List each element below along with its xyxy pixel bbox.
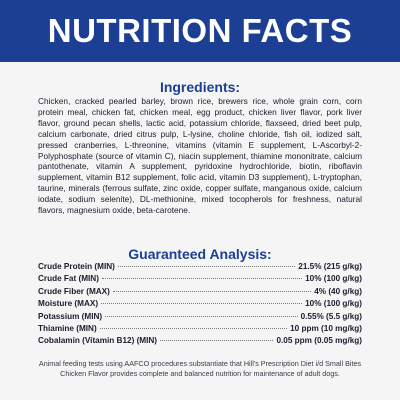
dotted-leader: [160, 340, 273, 341]
analysis-row-crude-fiber: [38, 286, 362, 298]
analysis-row-crude-fat: [38, 273, 362, 285]
header-banner: [0, 0, 400, 62]
analysis-row-cobalamin: [38, 335, 362, 347]
nutrient-value: 10 ppm (10 mg/kg): [290, 324, 362, 334]
dotted-leader: [105, 316, 297, 317]
dotted-leader: [100, 328, 287, 329]
nutrient-value: 21.5% (215 g/kg): [298, 262, 362, 271]
analysis-row-potassium: [38, 311, 362, 323]
analysis-row-thiamine: [38, 323, 362, 335]
analysis-table: [38, 261, 362, 348]
dotted-leader: [118, 266, 295, 267]
dotted-leader: [101, 303, 302, 304]
dotted-leader: [102, 278, 302, 279]
nutrient-name: Cobalamin (Vitamin B12) (MIN): [38, 336, 158, 346]
nutrient-name: Crude Fat (MIN): [38, 274, 99, 284]
nutrient-value: 10% (100 g/kg): [305, 299, 362, 309]
nutrient-name: Moisture (MAX): [38, 299, 99, 309]
analysis-heading: Guaranteed Analysis:: [128, 246, 272, 262]
nutrient-name: Potassium (MIN): [38, 311, 103, 321]
dotted-leader: [113, 291, 311, 292]
ingredients-heading: Ingredients:: [159, 79, 241, 95]
nutrient-name: Crude Protein (MIN): [38, 262, 115, 271]
nutrient-name: Thiamine (MIN): [38, 324, 97, 334]
nutrient-name: Crude Fiber (MAX): [38, 286, 110, 296]
aafco-footnote: Animal feeding tests using AAFCO procedures substantiate that Hill's Prescription Diet i/d Small Bites Chicken Flavor provides complete and balanced nutrition for maintenance of adult dogs.: [38, 359, 362, 378]
analysis-row-moisture: [38, 298, 362, 310]
ingredients-text: Chicken, cracked pearled barley, brown rice, brewers rice, whole grain corn, corn protein meal, chicken fat, chicken meal, egg product, chicken liver flavor, pork liver flavor, ground pecan shells, lactic acid, potassium chloride, flaxseed, dried beet pulp, calcium carbonate, dried citrus pulp, L-lysine, choline chloride, fish oil, iodized salt, pressed cranberries, L-threonine, vitamins (vitamin E supplement, L-Ascorbyl-2-Polyphosphate (source of vitamin C), niacin supplement, thiamine mononitrate, calcium pantothenate, vitamin A supplement, pyridoxine hydrochloride, biotin, riboflavin supplement, vitamin B12 supplement, folic acid, vitamin D3 supplement), L-tryptophan, taurine, minerals (ferrous sulfate, zinc oxide, copper sulfate, manganous oxide, calcium iodate, sodium selenite), DL-methionine, mixed tocopherols for freshness, natural flavors, magnesium oxide, beta-carotene.: [38, 96, 362, 216]
nutrient-value: 0.05 ppm (0.05 mg/kg): [276, 336, 362, 346]
analysis-row-crude-protein: [38, 261, 362, 273]
nutrient-value: 10% (100 g/kg): [305, 274, 362, 284]
nutrient-value: 4% (40 g/kg): [314, 286, 362, 296]
nutrient-value: 0.55% (5.5 g/kg): [300, 311, 362, 321]
page-title: NUTRITION FACTS: [47, 12, 353, 49]
